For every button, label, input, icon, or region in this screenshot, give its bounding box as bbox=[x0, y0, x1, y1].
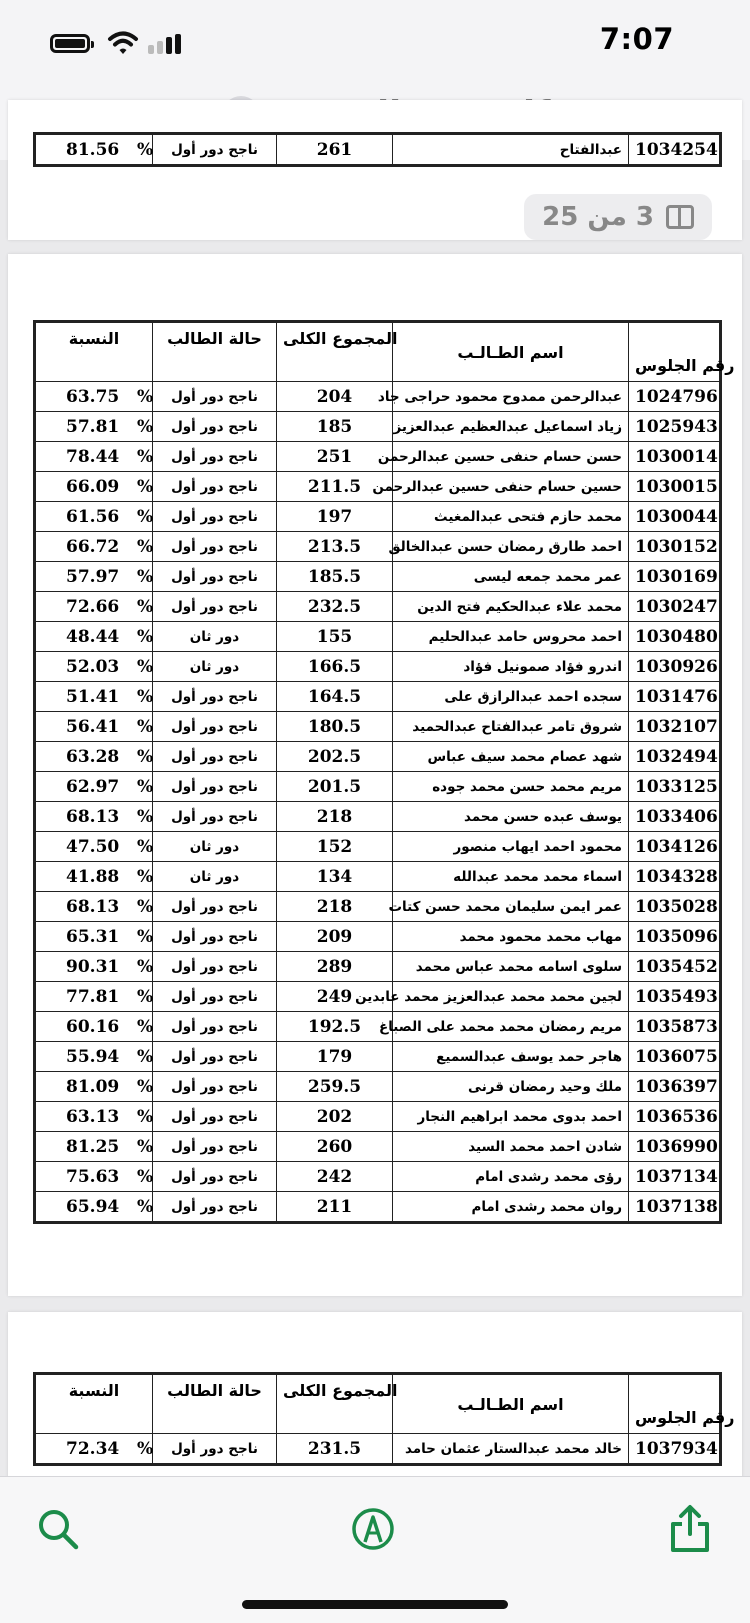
percent-cell: 81.56 % bbox=[35, 134, 153, 166]
status-cell: ناجح دور أول bbox=[153, 952, 277, 982]
seat-cell: 1030014 bbox=[629, 442, 721, 472]
status-cell: ناجح دور أول bbox=[153, 442, 277, 472]
table-row bbox=[35, 532, 721, 562]
name-cell: روان محمد رشدى امام bbox=[393, 1192, 629, 1223]
table-row bbox=[35, 1162, 721, 1192]
page-indicator-text: 3 من 25 bbox=[542, 202, 654, 232]
name-cell: احمد محروس حامد عبدالحليم bbox=[393, 622, 629, 652]
seat-cell: 1033406 bbox=[629, 802, 721, 832]
percent-cell: 65.94 % bbox=[35, 1192, 153, 1223]
name-cell: سلوى اسامه محمد عباس محمد bbox=[393, 952, 629, 982]
table-row bbox=[35, 772, 721, 802]
header-seat: رقم الجلوس bbox=[629, 1374, 721, 1434]
percent-cell: 66.09 % bbox=[35, 472, 153, 502]
name-cell: عمر محمد جمعه ليسى bbox=[393, 562, 629, 592]
status-cell: ناجح دور أول bbox=[153, 682, 277, 712]
name-cell: حسن حسام حنفى حسين عبدالرحمن bbox=[393, 442, 629, 472]
name-cell: محمد علاء عبدالحكيم فتح الدين bbox=[393, 592, 629, 622]
table-row bbox=[35, 592, 721, 622]
next-page-table bbox=[33, 1372, 735, 1466]
total-cell: 185 bbox=[277, 412, 393, 442]
page-indicator[interactable] bbox=[524, 194, 712, 240]
seat-cell: 1034328 bbox=[629, 862, 721, 892]
status-time: 7:07 bbox=[599, 22, 674, 56]
total-cell: 249 bbox=[277, 982, 393, 1012]
percent-cell: 60.16 % bbox=[35, 1012, 153, 1042]
status-cell: ناجح دور أول bbox=[153, 562, 277, 592]
percent-cell: 57.97 % bbox=[35, 562, 153, 592]
seat-cell: 1030247 bbox=[629, 592, 721, 622]
table-row bbox=[35, 1102, 721, 1132]
name-cell: رؤى محمد رشدى امام bbox=[393, 1162, 629, 1192]
status-cell: ناجح دور أول bbox=[153, 532, 277, 562]
table-row bbox=[35, 1012, 721, 1042]
header-total: المجموع الكلى bbox=[277, 322, 393, 382]
table-row bbox=[35, 802, 721, 832]
total-cell: 211.5 bbox=[277, 472, 393, 502]
results-table-body bbox=[35, 382, 721, 1223]
percent-cell: 68.13 % bbox=[35, 892, 153, 922]
percent-cell: 48.44 % bbox=[35, 622, 153, 652]
name-cell: شادن احمد محمد السيد bbox=[393, 1132, 629, 1162]
bottom-toolbar bbox=[0, 1476, 750, 1623]
total-cell: 231.5 bbox=[277, 1434, 393, 1465]
status-cell: ناجح دور أول bbox=[153, 134, 277, 166]
status-cell: ناجح دور أول bbox=[153, 802, 277, 832]
percent-cell: 57.81 % bbox=[35, 412, 153, 442]
status-cell: ناجح دور أول bbox=[153, 922, 277, 952]
percent-cell: 55.94 % bbox=[35, 1042, 153, 1072]
percent-cell: 66.72 % bbox=[35, 532, 153, 562]
total-cell: 259.5 bbox=[277, 1072, 393, 1102]
total-cell: 155 bbox=[277, 622, 393, 652]
seat-cell: 1035493 bbox=[629, 982, 721, 1012]
name-cell: يوسف عبده حسن محمد bbox=[393, 802, 629, 832]
seat-cell: 1037934 bbox=[629, 1434, 721, 1465]
name-cell: احمد طارق رمضان حسن عبدالخالق bbox=[393, 532, 629, 562]
seat-cell: 1030152 bbox=[629, 532, 721, 562]
table-row bbox=[35, 1192, 721, 1223]
status-bar bbox=[0, 0, 750, 90]
total-cell: 185.5 bbox=[277, 562, 393, 592]
header-seat: رقم الجلوس bbox=[629, 322, 721, 382]
name-cell: مهاب محمد محمود محمد bbox=[393, 922, 629, 952]
name-cell: سجده احمد عبدالرازق على bbox=[393, 682, 629, 712]
status-cell: دور ثان bbox=[153, 622, 277, 652]
total-cell: 201.5 bbox=[277, 772, 393, 802]
total-cell: 242 bbox=[277, 1162, 393, 1192]
status-cell: دور ثان bbox=[153, 652, 277, 682]
status-cell: دور ثان bbox=[153, 862, 277, 892]
name-cell: محمد حازم فتحى عبدالمغيث bbox=[393, 502, 629, 532]
total-cell: 202.5 bbox=[277, 742, 393, 772]
name-cell: شروق تامر عبدالفتاح عبدالحميد bbox=[393, 712, 629, 742]
total-cell: 134 bbox=[277, 862, 393, 892]
seat-cell: 1037134 bbox=[629, 1162, 721, 1192]
percent-cell: 56.41 % bbox=[35, 712, 153, 742]
table-row bbox=[35, 682, 721, 712]
search-icon[interactable] bbox=[30, 1501, 86, 1557]
seat-cell: 1035873 bbox=[629, 1012, 721, 1042]
table-header-row bbox=[35, 322, 721, 382]
status-cell: ناجح دور أول bbox=[153, 472, 277, 502]
status-cell: ناجح دور أول bbox=[153, 382, 277, 412]
seat-cell: 1034254 bbox=[629, 134, 721, 166]
pdf-viewer[interactable] bbox=[0, 139, 750, 1476]
total-cell: 180.5 bbox=[277, 712, 393, 742]
percent-cell: 63.75 % bbox=[35, 382, 153, 412]
percent-cell: 61.56 % bbox=[35, 502, 153, 532]
seat-cell: 1036990 bbox=[629, 1132, 721, 1162]
seat-cell: 1030044 bbox=[629, 502, 721, 532]
total-cell: 166.5 bbox=[277, 652, 393, 682]
table-header-row bbox=[35, 1374, 721, 1434]
total-cell: 211 bbox=[277, 1192, 393, 1223]
percent-cell: 75.63 % bbox=[35, 1162, 153, 1192]
table-row bbox=[35, 712, 721, 742]
seat-cell: 1030169 bbox=[629, 562, 721, 592]
markup-pen-icon[interactable] bbox=[345, 1501, 401, 1557]
percent-cell: 68.13 % bbox=[35, 802, 153, 832]
status-cell: ناجح دور أول bbox=[153, 1132, 277, 1162]
status-cell: ناجح دور أول bbox=[153, 592, 277, 622]
total-cell: 202 bbox=[277, 1102, 393, 1132]
name-cell: زياد اسماعيل عبدالعظيم عبدالعزيز bbox=[393, 412, 629, 442]
name-cell: اسماء محمد محمد عبدالله bbox=[393, 862, 629, 892]
status-cell: ناجح دور أول bbox=[153, 1434, 277, 1465]
seat-cell: 1035096 bbox=[629, 922, 721, 952]
table-row bbox=[35, 1072, 721, 1102]
total-cell: 261 bbox=[277, 134, 393, 166]
table-row bbox=[35, 134, 721, 166]
wifi-icon bbox=[108, 30, 138, 56]
name-cell: اندرو فؤاد صمونيل فؤاد bbox=[393, 652, 629, 682]
percent-cell: 52.03 % bbox=[35, 652, 153, 682]
total-cell: 251 bbox=[277, 442, 393, 472]
header-name: اسم الطـالـب bbox=[393, 322, 629, 382]
total-cell: 213.5 bbox=[277, 532, 393, 562]
status-cell: ناجح دور أول bbox=[153, 412, 277, 442]
total-cell: 179 bbox=[277, 1042, 393, 1072]
name-cell: عبدالرحمن ممدوح محمود حراجى جاد bbox=[393, 382, 629, 412]
seat-cell: 1030480 bbox=[629, 622, 721, 652]
seat-cell: 1032494 bbox=[629, 742, 721, 772]
seat-cell: 1032107 bbox=[629, 712, 721, 742]
table-row bbox=[35, 892, 721, 922]
total-cell: 209 bbox=[277, 922, 393, 952]
previous-page-table bbox=[33, 132, 722, 167]
seat-cell: 1030926 bbox=[629, 652, 721, 682]
percent-cell: 72.66 % bbox=[35, 592, 153, 622]
table-row bbox=[35, 952, 721, 982]
header-total: المجموع الكلى bbox=[277, 1374, 393, 1434]
name-cell: مريم محمد حسن محمد جوده bbox=[393, 772, 629, 802]
total-cell: 218 bbox=[277, 802, 393, 832]
seat-cell: 1035452 bbox=[629, 952, 721, 982]
total-cell: 260 bbox=[277, 1132, 393, 1162]
seat-cell: 1024796 bbox=[629, 382, 721, 412]
seat-cell: 1034126 bbox=[629, 832, 721, 862]
table-row bbox=[35, 472, 721, 502]
name-cell: ملك وحيد رمضان قرنى bbox=[393, 1072, 629, 1102]
book-icon bbox=[666, 205, 694, 229]
percent-cell: 63.13 % bbox=[35, 1102, 153, 1132]
name-cell: عبدالفتاح bbox=[393, 134, 629, 166]
percent-cell: 65.31 % bbox=[35, 922, 153, 952]
seat-cell: 1030015 bbox=[629, 472, 721, 502]
name-cell: مريم رمضان محمد محمد على الصباغ bbox=[393, 1012, 629, 1042]
status-cell: ناجح دور أول bbox=[153, 1012, 277, 1042]
header-status: حالة الطالب bbox=[153, 1374, 277, 1434]
pdf-page-current bbox=[8, 254, 742, 1296]
table-row bbox=[35, 982, 721, 1012]
percent-cell: 51.41 % bbox=[35, 682, 153, 712]
home-indicator bbox=[242, 1600, 508, 1609]
status-cell: ناجح دور أول bbox=[153, 1072, 277, 1102]
results-table bbox=[33, 320, 735, 1224]
status-cell: ناجح دور أول bbox=[153, 1162, 277, 1192]
status-cell: ناجح دور أول bbox=[153, 502, 277, 532]
total-cell: 152 bbox=[277, 832, 393, 862]
header-percent: النسبة bbox=[35, 322, 153, 382]
name-cell: لجين محمد محمد عبدالعزيز محمد عابدين bbox=[393, 982, 629, 1012]
cellular-signal-icon bbox=[148, 34, 184, 54]
total-cell: 164.5 bbox=[277, 682, 393, 712]
table-row bbox=[35, 1042, 721, 1072]
total-cell: 289 bbox=[277, 952, 393, 982]
table-row bbox=[35, 502, 721, 532]
name-cell: حسين حسام حنفى حسين عبدالرحمن bbox=[393, 472, 629, 502]
percent-cell: 41.88 % bbox=[35, 862, 153, 892]
percent-cell: 81.25 % bbox=[35, 1132, 153, 1162]
total-cell: 232.5 bbox=[277, 592, 393, 622]
table-row bbox=[35, 1434, 721, 1465]
percent-cell: 62.97 % bbox=[35, 772, 153, 802]
status-cell: ناجح دور أول bbox=[153, 892, 277, 922]
status-cell: ناجح دور أول bbox=[153, 712, 277, 742]
total-cell: 192.5 bbox=[277, 1012, 393, 1042]
name-cell: خالد محمد عبدالستار عثمان حامد bbox=[393, 1434, 629, 1465]
battery-icon bbox=[50, 34, 90, 53]
percent-cell: 47.50 % bbox=[35, 832, 153, 862]
status-cell: ناجح دور أول bbox=[153, 982, 277, 1012]
name-cell: شهد عصام محمد سيف عباس bbox=[393, 742, 629, 772]
next-table-body bbox=[35, 1434, 721, 1465]
percent-cell: 81.09 % bbox=[35, 1072, 153, 1102]
percent-cell: 63.28 % bbox=[35, 742, 153, 772]
name-cell: عمر ايمن سليمان محمد حسن كتات bbox=[393, 892, 629, 922]
header-status: حالة الطالب bbox=[153, 322, 277, 382]
header-percent: النسبة bbox=[35, 1374, 153, 1434]
status-cell: ناجح دور أول bbox=[153, 742, 277, 772]
name-cell: محمود احمد ايهاب منصور bbox=[393, 832, 629, 862]
table-row bbox=[35, 652, 721, 682]
percent-cell: 90.31 % bbox=[35, 952, 153, 982]
seat-cell: 1025943 bbox=[629, 412, 721, 442]
status-cell: ناجح دور أول bbox=[153, 1042, 277, 1072]
table-row bbox=[35, 832, 721, 862]
seat-cell: 1037138 bbox=[629, 1192, 721, 1223]
table-row bbox=[35, 862, 721, 892]
seat-cell: 1033125 bbox=[629, 772, 721, 802]
seat-cell: 1036397 bbox=[629, 1072, 721, 1102]
total-cell: 204 bbox=[277, 382, 393, 412]
table-row bbox=[35, 742, 721, 772]
seat-cell: 1036536 bbox=[629, 1102, 721, 1132]
status-cell: ناجح دور أول bbox=[153, 1192, 277, 1223]
table-row bbox=[35, 412, 721, 442]
table-row bbox=[35, 562, 721, 592]
table-row bbox=[35, 1132, 721, 1162]
seat-cell: 1031476 bbox=[629, 682, 721, 712]
percent-cell: 72.34 % bbox=[35, 1434, 153, 1465]
header-name: اسم الطـالـب bbox=[393, 1374, 629, 1434]
table-row bbox=[35, 922, 721, 952]
table-row bbox=[35, 622, 721, 652]
percent-cell: 77.81 % bbox=[35, 982, 153, 1012]
status-cell: ناجح دور أول bbox=[153, 1102, 277, 1132]
percent-cell: 78.44 % bbox=[35, 442, 153, 472]
status-cell: دور ثان bbox=[153, 832, 277, 862]
name-cell: هاجر حمد يوسف عبدالسميع bbox=[393, 1042, 629, 1072]
table-row bbox=[35, 382, 721, 412]
seat-cell: 1036075 bbox=[629, 1042, 721, 1072]
seat-cell: 1035028 bbox=[629, 892, 721, 922]
total-cell: 218 bbox=[277, 892, 393, 922]
share-icon[interactable] bbox=[662, 1501, 718, 1557]
status-cell: ناجح دور أول bbox=[153, 772, 277, 802]
total-cell: 197 bbox=[277, 502, 393, 532]
name-cell: احمد بدوى محمد ابراهيم النجار bbox=[393, 1102, 629, 1132]
table-row bbox=[35, 442, 721, 472]
